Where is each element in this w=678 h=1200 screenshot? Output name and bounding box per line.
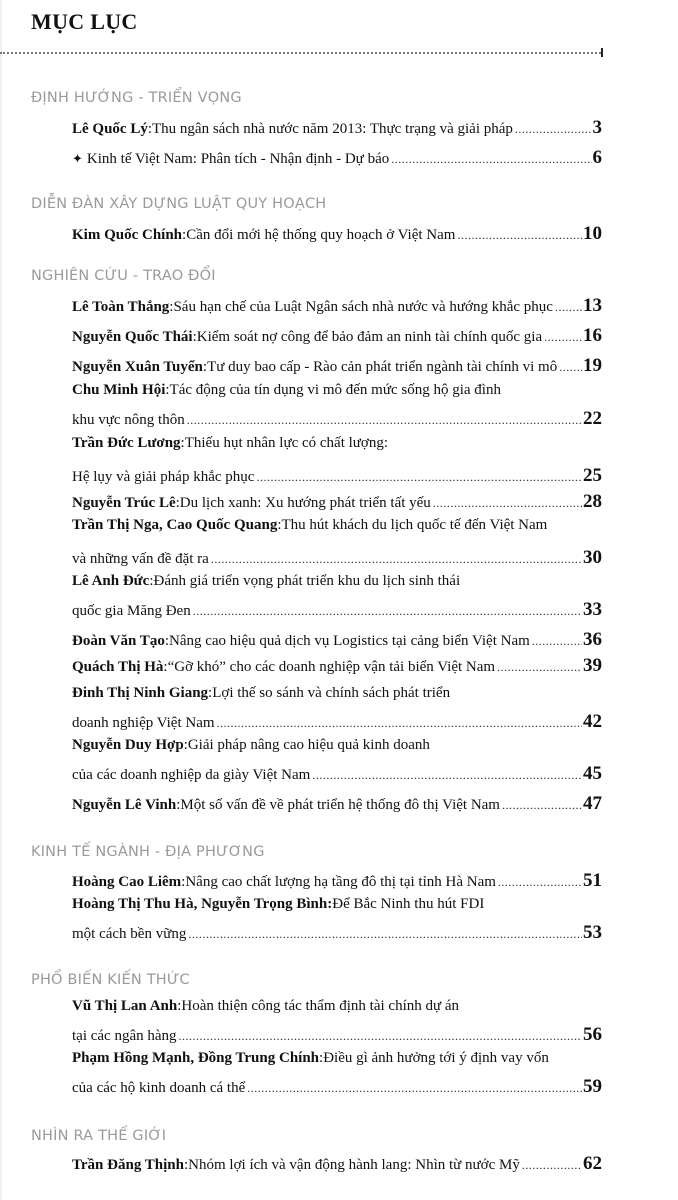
page-number: 36 (583, 629, 602, 650)
toc-entry[interactable] (72, 793, 602, 815)
entry-author: Hoàng Cao Liêm (72, 874, 182, 890)
entry-author: Nguyễn Quốc Thái (72, 329, 193, 345)
page-number: 10 (583, 223, 602, 244)
entry-title: Nâng cao hiệu quả dịch vụ Logistics tại cảng biển Việt Nam (168, 633, 530, 649)
entry-author: Nguyễn Trúc Lê (72, 495, 176, 511)
entry-title-continued: của các doanh nghiệp da giày Việt Nam (72, 767, 311, 783)
toc-entry[interactable] (72, 573, 602, 590)
header-rule-end-tick (601, 48, 603, 57)
page-number: 16 (583, 325, 602, 346)
toc-entry[interactable] (72, 629, 602, 651)
entry-title: “Gỡ khó” cho các doanh nghiệp vận tải biển Việt Nam (167, 659, 496, 675)
dot-leader (498, 874, 582, 891)
toc-entry-continuation[interactable] (72, 711, 602, 733)
page-number: 6 (592, 147, 602, 168)
page-number: 45 (583, 763, 602, 784)
entry-separator: : (202, 359, 208, 375)
page-number: 39 (583, 655, 602, 676)
entry-title: Sáu hạn chế của Luật Ngân sách nhà nước và hướng khắc phục (173, 299, 553, 315)
toc-entry[interactable] (72, 998, 602, 1015)
entry-separator: : (277, 517, 282, 533)
page-number: 53 (583, 922, 602, 943)
entry-author: Phạm Hồng Mạnh, Đồng Trung Chính (72, 1050, 320, 1066)
dot-leader (187, 412, 582, 429)
entry-separator: : (164, 633, 169, 649)
entry-title: Tác động của tín dụng vi mô đến mức sống hộ gia đình (169, 382, 501, 398)
entry-author: Đinh Thị Ninh Giang (72, 685, 209, 701)
entry-separator: : (208, 685, 213, 701)
toc-entry-continuation[interactable] (72, 599, 602, 621)
section-heading: NHÌN RA THẾ GIỚI (31, 1128, 167, 1144)
entry-title: Thiếu hụt nhân lực có chất lượng: (184, 435, 389, 451)
section-heading: ĐỊNH HƯỚNG - TRIỂN VỌNG (31, 90, 242, 106)
page-number: 47 (583, 793, 602, 814)
toc-entry[interactable] (72, 491, 602, 513)
dot-leader (188, 926, 582, 943)
entry-title: Lợi thế so sánh và chính sách phát triển (212, 685, 451, 701)
toc-entry[interactable] (72, 685, 602, 702)
toc-entry[interactable] (72, 896, 602, 913)
dot-leader (515, 121, 592, 138)
entry-separator: : (183, 737, 188, 753)
entry-separator: : (165, 382, 170, 398)
page-number: 42 (583, 711, 602, 732)
entry-title-continued: của các hộ kinh doanh cá thể (72, 1080, 246, 1096)
entry-separator: : (163, 659, 168, 675)
entry-title-continued: tại các ngân hàng (72, 1028, 177, 1044)
page-number: 51 (583, 870, 602, 891)
dot-leader (532, 633, 582, 650)
dot-leader (502, 797, 582, 814)
page-left-edge (0, 0, 2, 1200)
toc-entry[interactable] (72, 655, 602, 677)
entry-title-continued: một cách bền vững (72, 926, 187, 942)
toc-entry[interactable] (72, 117, 602, 139)
entry-separator: : (149, 573, 154, 589)
entry-title-continued: quốc gia Măng Đen (72, 603, 191, 619)
entry-title: Tư duy bao cấp - Rào cản phát triển ngành tài chính vi mô (207, 359, 558, 375)
entry-author: Nguyễn Lê Vinh (72, 797, 177, 813)
entry-author: Vũ Thị Lan Anh (72, 998, 178, 1014)
toc-entry[interactable] (72, 1050, 602, 1067)
section-heading: NGHIÊN CỨU - TRAO ĐỔI (31, 268, 216, 284)
toc-entry[interactable] (72, 355, 602, 377)
entry-title: Điều gì ảnh hưởng tới ý định vay vốn (323, 1050, 549, 1066)
entry-separator: : (319, 1050, 324, 1066)
entry-title: Một số vấn đề về phát triển hệ thống đô thị Việt Nam (180, 797, 500, 813)
dot-leader (522, 1157, 582, 1174)
entry-title: Để Bắc Ninh thu hút FDI (332, 896, 485, 912)
section-heading: DIỄN ĐÀN XÂY DỰNG LUẬT QUY HOẠCH (31, 196, 327, 212)
page-number: 59 (583, 1076, 602, 1097)
dot-leader (256, 469, 582, 486)
dot-leader (433, 495, 582, 512)
dot-leader (179, 1028, 582, 1045)
toc-entry[interactable] (72, 517, 602, 534)
toc-entry-continuation[interactable] (72, 547, 602, 569)
toc-entry[interactable] (72, 1153, 602, 1175)
toc-entry-continuation[interactable] (72, 465, 602, 487)
entry-title: Nâng cao chất lượng hạ tầng đô thị tại tỉnh Hà Nam (185, 874, 496, 890)
toc-entry-continuation[interactable] (72, 408, 602, 430)
toc-entry-continuation[interactable] (72, 763, 602, 785)
toc-entry-continuation[interactable] (72, 1076, 602, 1098)
entry-author: Quách Thị Hà (72, 659, 164, 675)
entry-title: Cần đổi mới hệ thống quy hoạch ở Việt Nam (186, 227, 456, 243)
dot-leader (312, 767, 582, 784)
entry-title: Thu hút khách du lịch quốc tế đến Việt Nam (281, 517, 548, 533)
entry-separator: : (175, 495, 180, 511)
entry-separator: : (180, 435, 185, 451)
section-heading: PHỔ BIẾN KIẾN THỨC (31, 972, 190, 988)
toc-entry[interactable] (72, 325, 602, 347)
toc-entry[interactable] (72, 870, 602, 892)
entry-author: Hoàng Thị Thu Hà, Nguyễn Trọng Bình: (72, 896, 333, 912)
header-dotted-rule (0, 52, 601, 54)
entry-author: Đoàn Văn Tạo (72, 633, 165, 649)
entry-title: Du lịch xanh: Xu hướng phát triển tất yếu (179, 495, 431, 511)
entry-title-continued: và những vấn đề đặt ra (72, 551, 209, 567)
toc-entry[interactable] (72, 737, 602, 754)
entry-separator: : (182, 227, 187, 243)
toc-entry[interactable] (72, 382, 602, 399)
toc-entry[interactable] (72, 223, 602, 245)
entry-author: Lê Quốc Lý (72, 121, 148, 137)
dot-leader (217, 715, 582, 732)
entry-title-continued: Hệ lụy và giải pháp khắc phục (72, 469, 255, 485)
toc-entry-continuation[interactable] (72, 922, 602, 944)
page-number: 25 (583, 465, 602, 486)
page-number: 13 (583, 295, 602, 316)
toc-entry[interactable] (72, 435, 602, 452)
entry-title: Kinh tế Việt Nam: Phân tích - Nhận định - Dự báo (86, 151, 390, 167)
entry-author: Trần Đăng Thịnh (72, 1157, 184, 1173)
page-number: 33 (583, 599, 602, 620)
entry-author: Trần Đức Lương (72, 435, 181, 451)
star-icon: ✦ (72, 151, 83, 166)
entry-separator: : (176, 797, 181, 813)
section-heading: KINH TẾ NGÀNH - ĐỊA PHƯƠNG (31, 844, 265, 860)
dot-leader (544, 329, 582, 346)
toc-entry-continuation[interactable] (72, 1024, 602, 1046)
entry-author: Nguyễn Xuân Tuyển (72, 359, 203, 375)
entry-author: Kim Quốc Chính (72, 227, 183, 243)
entry-author: Nguyễn Duy Hợp (72, 737, 184, 753)
page-number: 30 (583, 547, 602, 568)
page-title: MỤC LỤC (31, 9, 138, 34)
dot-leader (211, 551, 582, 568)
dot-leader (193, 603, 582, 620)
entry-separator: : (169, 299, 174, 315)
entry-title: Hoàn thiện công tác thẩm định tài chính dự án (181, 998, 460, 1014)
entry-author: Lê Toàn Thắng (72, 299, 170, 315)
entry-title: Thu ngân sách nhà nước năm 2013: Thực trạng và giải pháp (152, 121, 513, 137)
entry-author: Trần Thị Nga, Cao Quốc Quang (72, 517, 278, 533)
page-number: 22 (583, 408, 602, 429)
entry-title: Đánh giá triển vọng phát triển khu du lịch sinh thái (153, 573, 461, 589)
page-number: 3 (592, 117, 602, 138)
page-number: 56 (583, 1024, 602, 1045)
entry-separator: : (177, 998, 182, 1014)
toc-entry[interactable] (72, 147, 602, 169)
entry-separator: : (147, 121, 153, 137)
dot-leader (457, 227, 582, 244)
entry-author: Chu Minh Hội (72, 382, 166, 398)
page-number: 62 (583, 1153, 602, 1174)
page-number: 28 (583, 491, 602, 512)
dot-leader (555, 299, 582, 316)
dot-leader (559, 359, 582, 376)
toc-entry[interactable] (72, 295, 602, 317)
dot-leader (497, 659, 582, 676)
entry-title: Giải pháp nâng cao hiệu quả kinh doanh (187, 737, 430, 753)
dot-leader (247, 1080, 582, 1097)
entry-title: Kiểm soát nợ công để bảo đảm an ninh tài chính quốc gia (196, 329, 543, 345)
entry-separator: : (181, 874, 186, 890)
entry-separator: : (192, 329, 197, 345)
page-number: 19 (583, 355, 602, 376)
entry-title-continued: khu vực nông thôn (72, 412, 185, 428)
entry-title-continued: doanh nghiệp Việt Nam (72, 715, 215, 731)
entry-title: Nhóm lợi ích và vận động hành lang: Nhìn từ nước Mỹ (188, 1157, 520, 1173)
dot-leader (391, 151, 591, 168)
entry-author: Lê Anh Đức (72, 573, 150, 589)
entry-separator: : (184, 1157, 189, 1173)
